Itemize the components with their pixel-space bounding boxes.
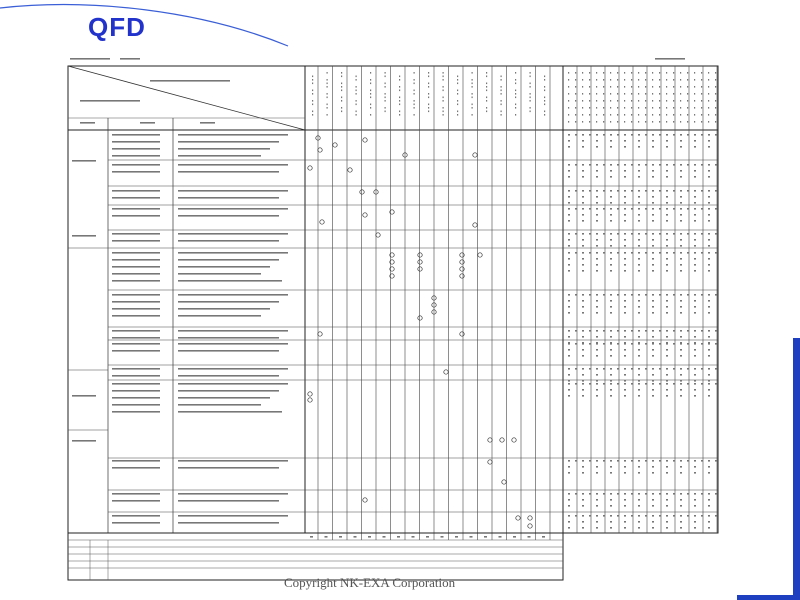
slide-title: QFD [88, 12, 146, 42]
accent-bar-horizontal [737, 595, 800, 600]
copyright-text: Copyright NK-EXA Corporation [284, 575, 456, 590]
accent-bar-vertical [793, 338, 800, 600]
